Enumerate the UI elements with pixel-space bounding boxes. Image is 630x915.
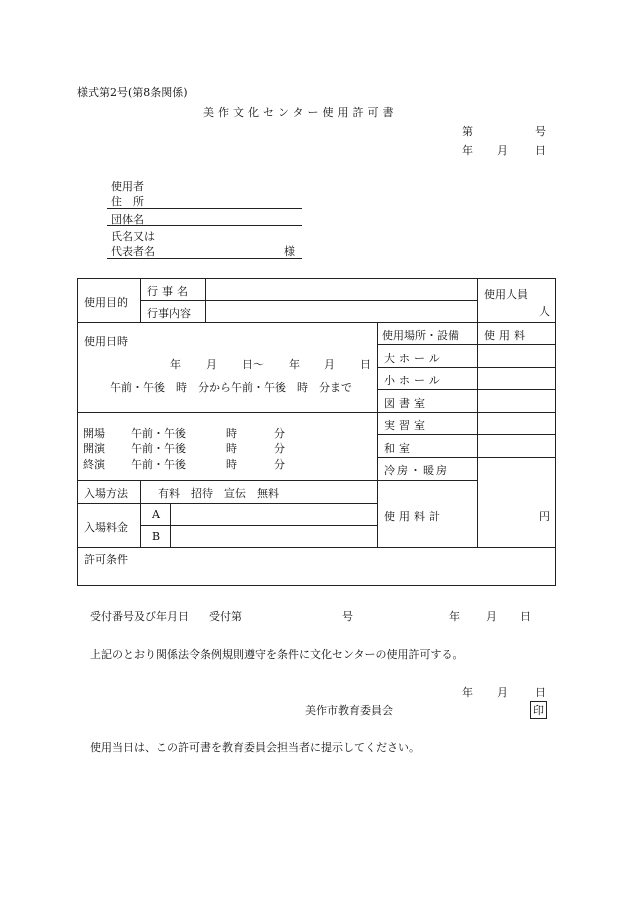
time-open-label: 開場: [83, 427, 105, 440]
attendees-unit: 人: [539, 305, 550, 318]
time-open-hour: 時: [226, 427, 237, 440]
address-underline: [107, 208, 302, 209]
page-title: 美作文化センター使用許可書: [203, 106, 398, 119]
date-day: 日: [535, 144, 546, 157]
divider: [377, 434, 556, 435]
name-underline: [107, 258, 302, 259]
date-from-year: 年: [170, 358, 181, 371]
facility-header: 使用場所・設備: [382, 329, 459, 342]
receipt-day: 日: [520, 610, 531, 623]
event-name-label: 行事名: [147, 285, 192, 298]
fee-header: 使用料: [484, 329, 529, 342]
group-underline: [107, 225, 302, 226]
time-start-label: 開演: [83, 442, 105, 455]
conditions-label: 許可条件: [84, 553, 128, 566]
time-end-minute: 分: [274, 458, 285, 471]
time-end-label: 終演: [83, 458, 105, 471]
divider: [140, 480, 141, 547]
entry-fee-a: A: [152, 508, 160, 521]
datetime-label: 使用日時: [84, 335, 128, 348]
divider: [377, 457, 556, 458]
number-suffix: 号: [535, 125, 546, 138]
name-or-label: 氏名又は: [111, 230, 155, 243]
entry-method-label: 入場方法: [84, 487, 128, 500]
honorific: 様: [284, 245, 295, 258]
date-year: 年: [462, 144, 473, 157]
applicant-label: 使用者: [111, 180, 144, 193]
divider: [77, 503, 377, 504]
total-fee-label: 使用料計: [384, 510, 444, 523]
receipt-year: 年: [449, 610, 460, 623]
entry-fee-b: B: [152, 530, 161, 543]
time-end-hour: 時: [226, 458, 237, 471]
event-content-label: 行事内容: [147, 307, 191, 320]
time-start-ampm: 午前・午後: [131, 442, 186, 455]
divider: [77, 480, 377, 481]
issue-day: 日: [535, 686, 546, 699]
time-end-ampm: 午前・午後: [131, 458, 186, 471]
divider: [140, 525, 377, 526]
time-start-hour: 時: [226, 442, 237, 455]
date-to-day: 日: [360, 358, 371, 371]
seal-mark: 印: [530, 701, 547, 719]
divider: [77, 322, 556, 323]
facility-small-hall: 小ホール: [384, 374, 444, 387]
divider: [377, 480, 477, 481]
issue-year: 年: [462, 686, 473, 699]
facility-practice-room: 実習室: [384, 419, 429, 432]
divider: [377, 389, 556, 390]
attendees-label: 使用人員: [484, 288, 528, 301]
time-start-minute: 分: [274, 442, 285, 455]
applicant-address-label: 住 所: [111, 195, 144, 208]
permission-text: 上記のとおり関係法令条例規則遵守を条件に文化センターの使用許可する。: [90, 648, 464, 661]
representative-label: 代表者名: [111, 245, 155, 258]
facility-library: 図書室: [384, 397, 429, 410]
receipt-prefix: 受付第: [209, 610, 242, 623]
issue-month: 月: [497, 686, 508, 699]
total-fee-unit: 円: [539, 510, 550, 523]
issuer-name: 美作市教育委員会: [305, 704, 393, 717]
entry-fee-label: 入場料金: [84, 521, 128, 534]
entry-method-options: 有料 招待 宣伝 無料: [158, 487, 279, 500]
facility-air-conditioning: 冷房・暖房: [384, 464, 449, 477]
divider: [377, 367, 556, 368]
time-range: 午前・午後 時 分から午前・午後 時 分まで: [110, 381, 352, 394]
date-to-year: 年: [289, 358, 300, 371]
date-to-month: 月: [324, 358, 335, 371]
facility-japanese-room: 和室: [384, 442, 414, 455]
divider: [140, 300, 477, 301]
form-number: 様式第2号(第8条関係): [77, 86, 188, 99]
divider: [477, 278, 478, 322]
divider: [377, 412, 556, 413]
divider: [77, 412, 377, 413]
divider: [377, 344, 556, 345]
receipt-number-suffix: 号: [342, 610, 353, 623]
number-prefix: 第: [462, 125, 473, 138]
receipt-month: 月: [486, 610, 497, 623]
group-name-label: 団体名: [111, 213, 144, 226]
date-from-day: 日〜: [242, 358, 264, 371]
receipt-label: 受付番号及び年月日: [90, 610, 189, 623]
time-open-minute: 分: [274, 427, 285, 440]
purpose-label: 使用目的: [84, 296, 128, 309]
facility-large-hall: 大ホール: [384, 352, 444, 365]
footer-note: 使用当日は、この許可書を教育委員会担当者に提示してください。: [90, 741, 420, 754]
time-open-ampm: 午前・午後: [131, 427, 186, 440]
divider: [77, 547, 556, 548]
date-from-month: 月: [206, 358, 217, 371]
date-month: 月: [497, 144, 508, 157]
